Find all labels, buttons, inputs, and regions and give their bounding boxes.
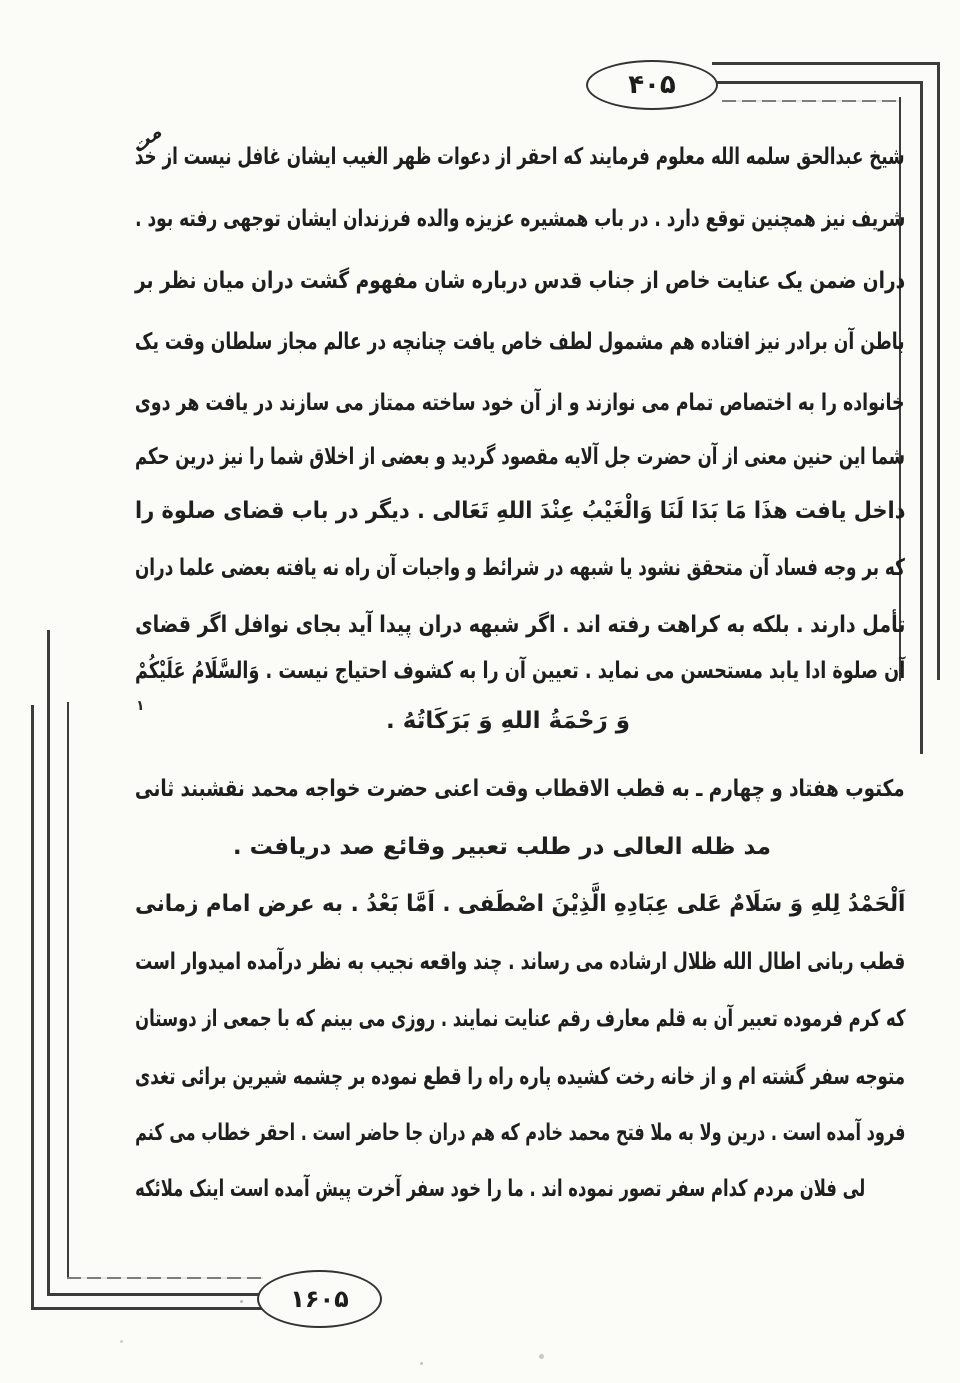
page-number-top: ۴۰۵ xyxy=(628,70,676,100)
text-line: باطن آن برادر نیز افتاده هم مشمول لطف خاص یافت چنانچه در عالم مجاز سلطان وقت یک xyxy=(135,329,905,355)
scan-speckle xyxy=(240,1300,243,1303)
text-line: خانواده را به اختصاص تمام می نوازند و از آن خود ساخته ممتاز می سازند در یافت هر دوی xyxy=(135,390,905,416)
frame-bottom-middle-line xyxy=(47,1293,263,1296)
text-line: تأمل دارند . بلکه به کراهت رفته اند . اگر شبهه دران پیدا آید بجای نوافل اگر قضای xyxy=(134,612,905,638)
text-line-arabic-quote: اَلْحَمْدُ لِلهِ وَ سَلَامٌ عَلی عِبَادِهِ الَّذِیْنَ اصْطَفی . اَمَّا بَعْدُ . به عرض امام زمانی xyxy=(134,891,905,917)
text-line: دران ضمن یک عنایت خاص از جناب قدس درباره شان مفهوم گشت دران میان نظر بر xyxy=(134,268,905,294)
frame-bottom-outer-line xyxy=(31,1307,277,1310)
page-number-bottom: ۱۶۰۵ xyxy=(290,1285,349,1313)
frame-top-outer-line xyxy=(712,62,940,65)
text-line: لی فلان مردم کدام سفر تصور نموده اند . ما را خود سفر آخرت پیش آمده است اینک ملائکه xyxy=(134,1176,865,1202)
frame-right-outer-line xyxy=(937,62,940,680)
text-line-salutation: وَ رَحْمَةُ اللهِ وَ بَرَکَاتُهُ . xyxy=(386,708,630,734)
text-line: شریف نیز همچنین توقع دارد . در باب همشیره عزیزه والده فرزندان ایشان توجهی رفته بود . xyxy=(134,206,905,232)
frame-top-inner-line xyxy=(722,100,902,102)
text-line: که کرم فرموده تعبیر آن به قلم معارف رقم عنایت نمایند . روزی می بینم که با جمعی از دوستان xyxy=(134,1006,905,1032)
text-line: شما این حنین معنی از آن حضرت جل آلایه مقصود گردید و بعضی از اخلاق شما را نیز درین حکم xyxy=(134,444,905,470)
raised-word: مت xyxy=(127,120,167,158)
margin-mark: ۱ xyxy=(136,698,145,714)
text-line-arabic-quote: داخل یافت هذَا مَا بَدَا لَنَا وَالْغَیْبُ عِنْدَ اللهِ تَعَالی . دیگر در باب قضای صلوة را xyxy=(134,498,905,524)
text-line: متوجه سفر گشته ام و از خانه رخت کشیده پاره راه را قطع نموده بر چشمه شیرین برائی تغدی xyxy=(134,1064,905,1090)
frame-top-middle-line xyxy=(716,81,923,84)
page-number-cartouche-bottom xyxy=(257,1270,382,1328)
letter-heading-line: مکتوب هفتاد و چهارم ـ به قطب الاقطاب وقت اعنی حضرت خواجه محمد نقشبند ثانی xyxy=(135,776,905,802)
frame-bottom-inner-line xyxy=(67,1277,263,1279)
frame-right-middle-line xyxy=(920,81,923,754)
text-line: فرود آمده است . درین ولا به ملا فتح محمد خادم که هم دران جا حاضر است . احقر خطاب می کنم xyxy=(134,1120,905,1146)
letter-heading-line-2: مد ظله العالی در طلب تعبیر وقائع صد دریافت . xyxy=(232,834,771,860)
text-line: که بر وجه فساد آن متحقق نشود یا شبهه در شرائط و واجبات آن راه نه یافته بعضی علما دران xyxy=(135,555,905,581)
text-line: آن صلوة ادا یابد مستحسن می نماید . تعیین آن را به کشوف احتیاج نیست . وَالسَّلَامُ عَلَیْکُمْ xyxy=(134,658,905,684)
text-line: شیخ عبدالحق سلمه الله معلوم فرمایند که احقر از دعوات ظهر الغیب ایشان غافل نیست از خد مت xyxy=(135,136,905,178)
page-number-cartouche-top xyxy=(586,60,718,110)
text-line: قطب ربانی اطال الله ظلال ارشاده می رساند . چند واقعه نجیب به نظر درآمده امیدوار است xyxy=(134,949,905,975)
